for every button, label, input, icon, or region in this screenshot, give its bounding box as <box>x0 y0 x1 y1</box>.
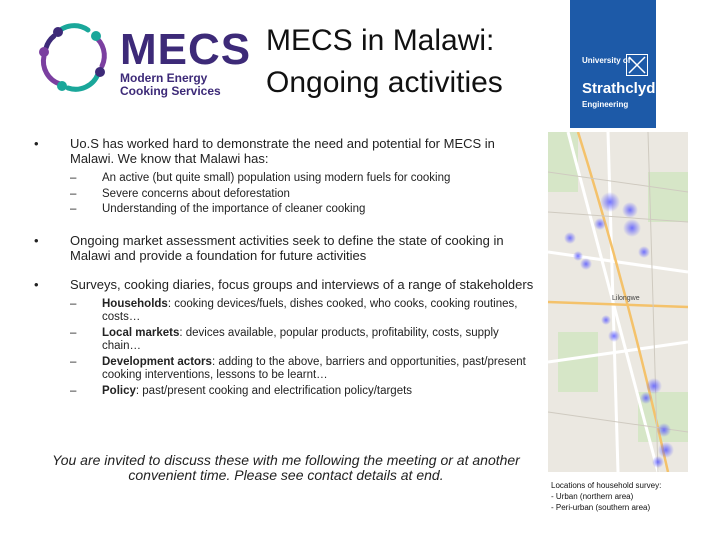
slide-title <box>266 20 503 104</box>
map-place-label: Lilongwe <box>612 295 640 302</box>
sub-item: – Severe concerns about deforestation <box>70 187 290 200</box>
bullet-text: Uo.S has worked hard to demonstrate the need and potential for MECS in Malawi. We know that Malawi has: <box>70 136 495 166</box>
map-graphic <box>548 132 688 472</box>
bullet-item <box>34 136 534 219</box>
sub-item: – An active (but quite small) population using modern fuels for cooking <box>70 172 451 184</box>
invitation-text: You are invited to discuss these with me following the meeting or at another convenient time. Please see contact details at end. <box>52 452 520 483</box>
logo-line-1: Modern Energy <box>120 71 208 85</box>
title-line-2: Ongoing activities <box>266 66 503 99</box>
logo-line-2: Cooking Services <box>120 84 221 98</box>
university-name: Strathclyde <box>582 80 664 97</box>
bullet-item <box>34 277 534 401</box>
bullet-content <box>34 136 534 410</box>
strathclyde-logo <box>570 0 664 128</box>
sub-item: – Understanding of the importance of cleaner cooking <box>70 203 366 215</box>
bullet-text: Ongoing market assessment activities seek to define the state of cooking in Malawi and provide a foundation for future activities <box>70 232 504 263</box>
survey-map[interactable] <box>548 132 688 472</box>
sub-list <box>70 172 534 217</box>
logo-wordmark: MECS <box>120 25 252 74</box>
bullet-marker: • <box>34 136 39 151</box>
university-of-label: University of <box>582 56 631 65</box>
sub-list <box>70 298 534 399</box>
sub-item: – Development actors: adding to the above, barriers and opportunities, past/present cooking interventions, lessons to be learnt… <box>70 355 526 381</box>
bullet-item <box>34 233 534 263</box>
bullet-marker: • <box>34 276 39 292</box>
title-line-1: MECS in Malawi: <box>266 24 495 57</box>
sub-item: – Policy: past/present cooking and electrification policy/targets <box>70 384 413 397</box>
department-label: Engineering <box>582 100 629 109</box>
caption-title: Locations of household survey: <box>551 481 662 490</box>
mecs-emblem-icon <box>36 22 114 98</box>
caption-urban: - Urban (northern area) <box>551 492 634 501</box>
map-caption <box>551 480 661 513</box>
bullet-text: Surveys, cooking diaries, focus groups and interviews of a range of stakeholders <box>70 276 534 292</box>
sub-item: – Local markets: devices available, popular products, profitability, costs, supply chain… <box>70 326 499 352</box>
sub-item: – Households: cooking devices/fuels, dishes cooked, who cooks, cooking routines, costs… <box>70 297 518 323</box>
caption-peri-urban: - Peri-urban (southern area) <box>551 503 651 512</box>
crest-icon <box>626 54 648 76</box>
logo-text <box>120 25 252 98</box>
mecs-logo <box>36 22 252 98</box>
bullet-marker: • <box>34 232 39 248</box>
